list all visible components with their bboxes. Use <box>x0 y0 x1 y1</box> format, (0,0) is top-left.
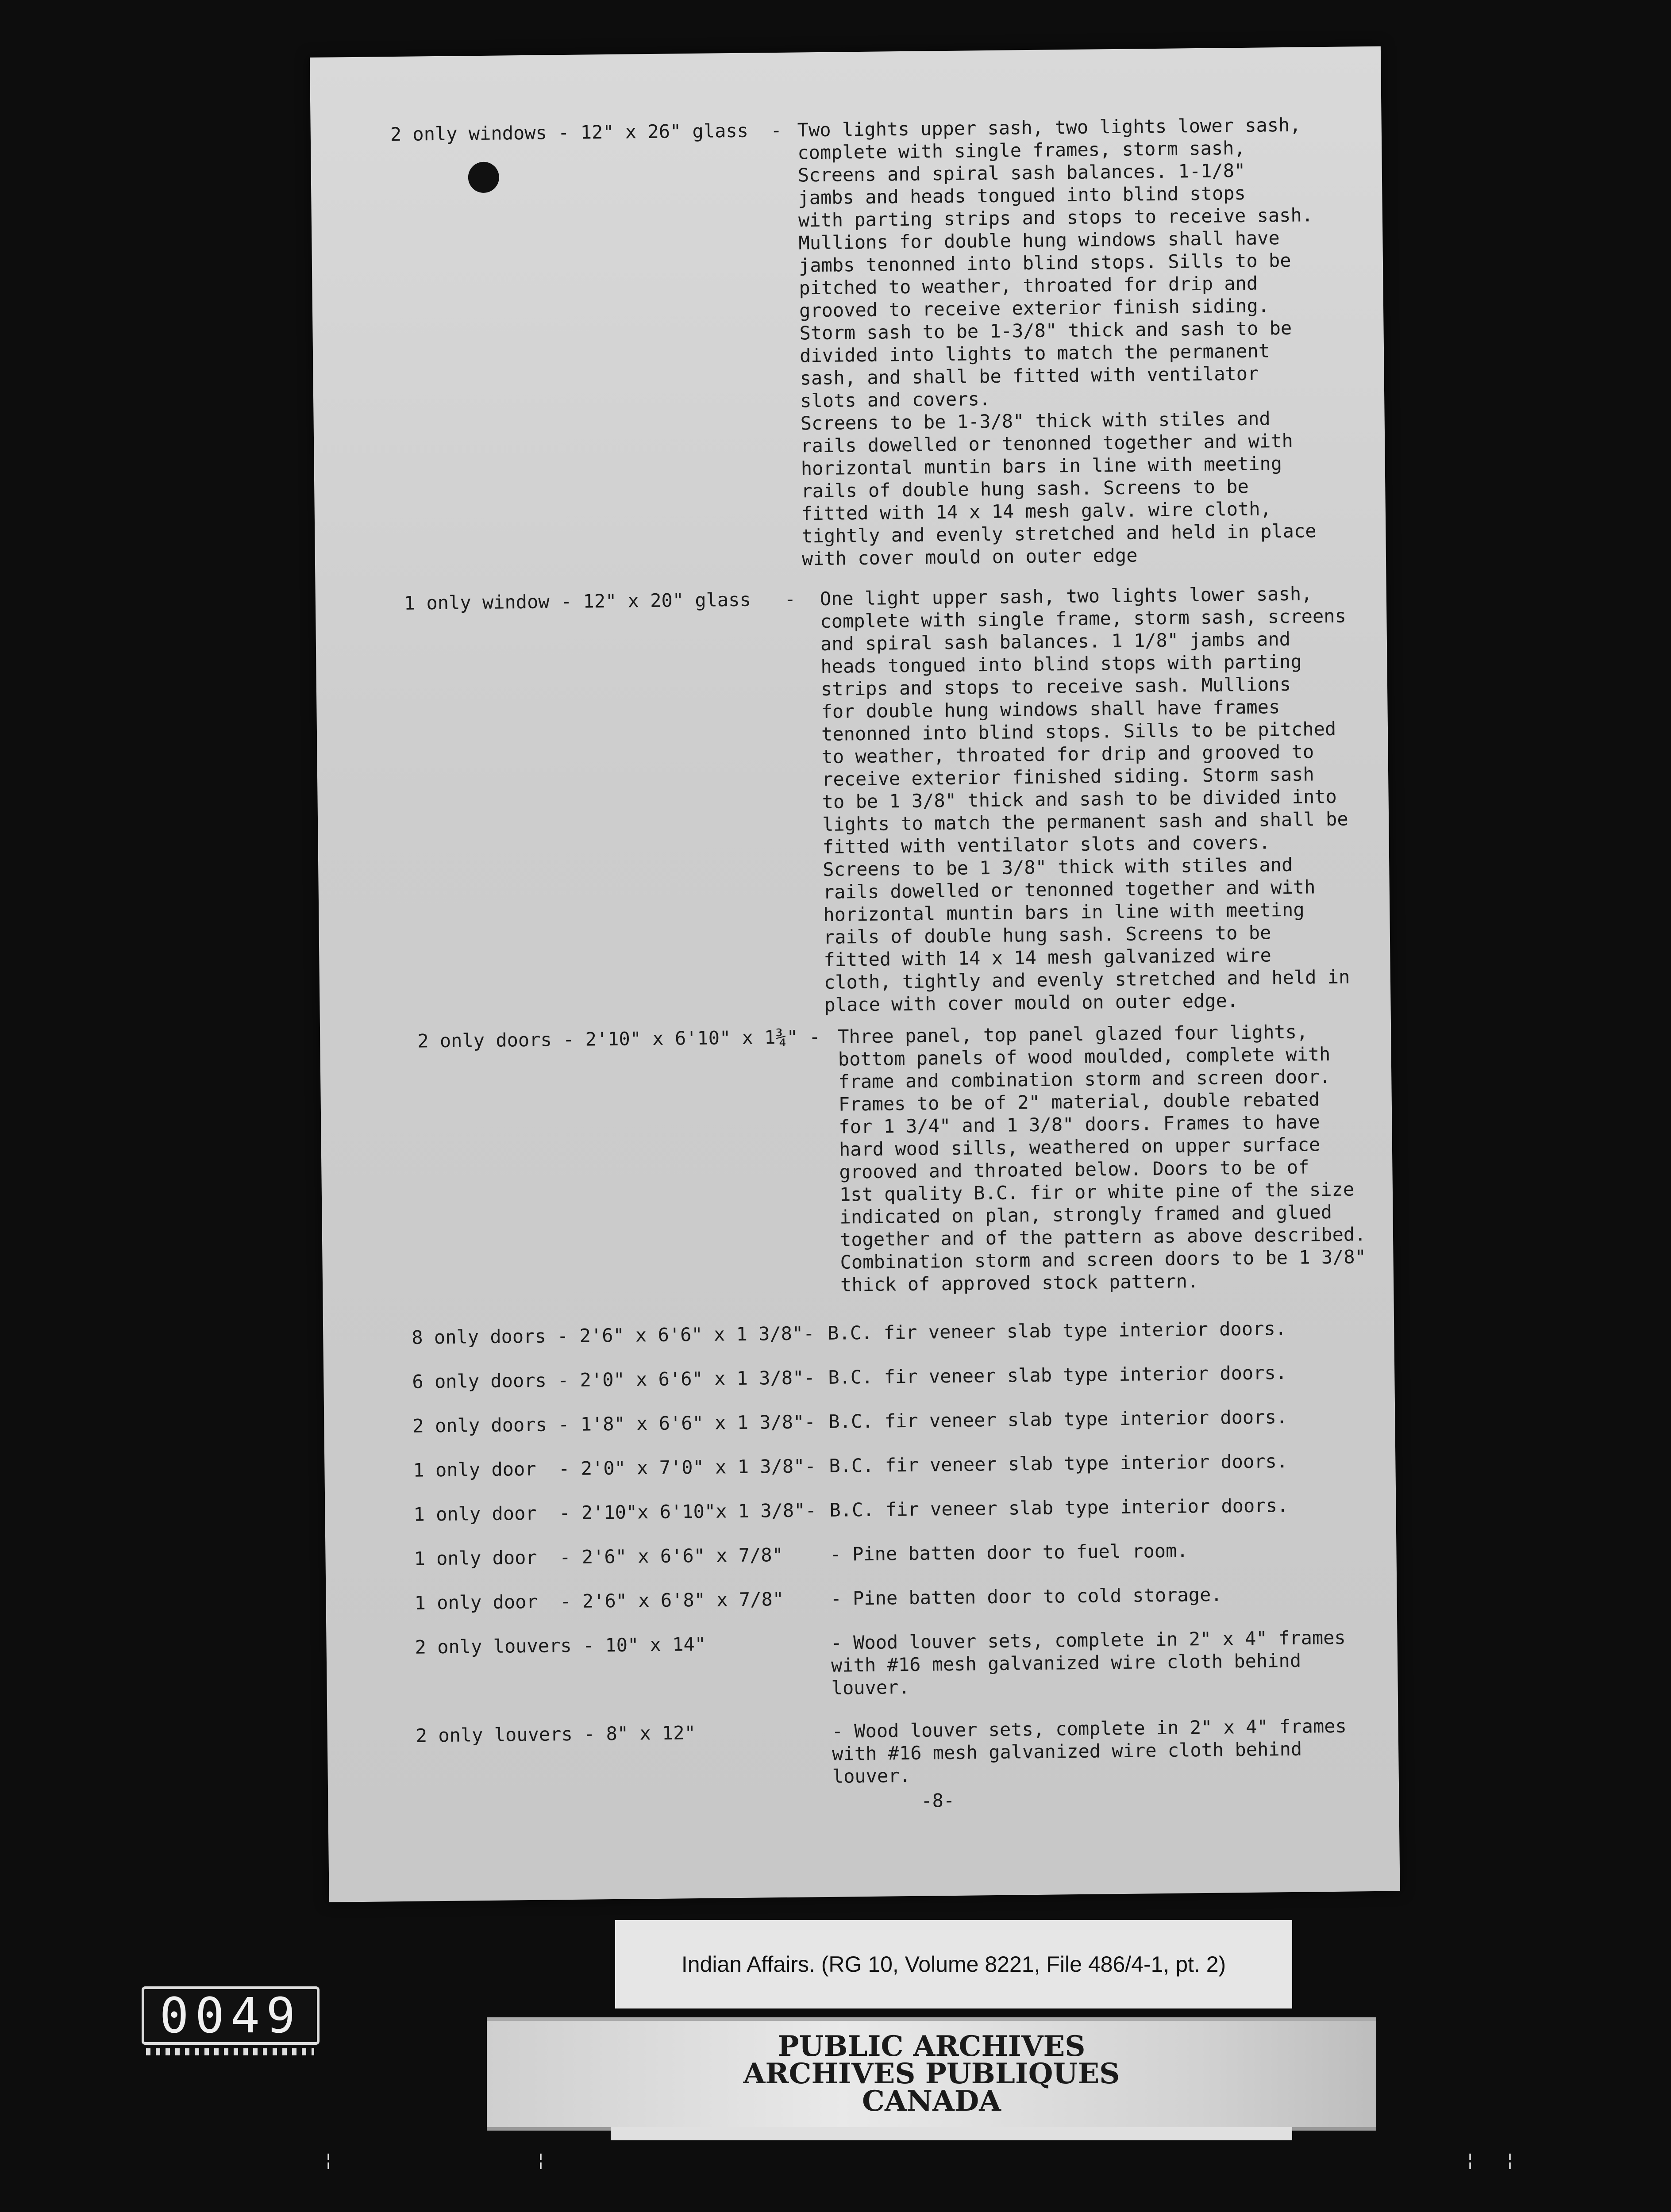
archive-reference: Indian Affairs. (RG 10, Volume 8221, File 486/4-1, pt. 2) <box>681 1952 1226 1977</box>
document-page <box>310 46 1400 1902</box>
entry-description: - Pine batten door to fuel room. <box>830 1540 1188 1565</box>
entry-short <box>405 1537 1423 1570</box>
page-number: -8- <box>921 1789 955 1812</box>
entry-item: 1 only door - 2'0" x 7'0" x 1 3/8"- <box>413 1455 816 1481</box>
archive-stamp <box>487 2017 1376 2131</box>
film-tick-mark: ¦ <box>1505 2150 1516 2170</box>
entry-description: - Pine batten door to cold storage. <box>830 1583 1222 1609</box>
entry-description: B.C. fir veneer slab type interior doors. <box>829 1450 1288 1477</box>
entry-short <box>403 1360 1421 1393</box>
entry-doors-3panel <box>400 1019 1417 1296</box>
entry-description: B.C. fir veneer slab type interior doors. <box>828 1317 1287 1344</box>
entry-description: Two lights upper sash, two lights lower sash, complete with single frames, storm sash, Screens and spiral sash balances. 1-1/8" jambs and heads tongued into blind stops with parting strips and stops to receive sash. Mullions for double hung windows shall have jambs tenonned into blind stops. Sills to be pitched to weather, throated for drip and grooved to receive exterior finish siding. Storm sash to be 1-3/8" thick and sash to be divided into lights to match the permanent sash, and shall be fitted with ventilator slots and covers. Screens to be 1-3/8" thick with stiles and rails dowelled or tenonned together and with horizontal muntin bars in line with meeting rails of double hung sash. Screens to be fitted with 14 x 14 mesh galv. wire cloth, tightly and evenly stretched and held in place with cover mould on outer edge <box>797 114 1317 570</box>
entry-window-12x20 <box>395 581 1413 1016</box>
entry-description: One light upper sash, two lights lower sash, complete with single frame, storm sash, screens and spiral sash balances. 1 1/8" jambs and heads tongued into blind stops with parting strips and stops to receive sash. Mullions for double hung windows shall have frames tenonned into blind stops. Sills to be pitched to weather, throated for drip and grooved to receive exterior finished siding. Storm sash to be 1 3/8" thick and sash to be divided into lights to match the permanent sash and shall be fitted with ventilator slots and covers. Screens to be 1 3/8" thick with stiles and rails dowelled or tenonned together and with horizontal muntin bars in line with meeting rails of double hung sash. Screens to be fitted with 14 x 14 mesh galvanized wire cloth, tightly and evenly stretched and held in place with cover mould on outer edge. <box>820 583 1350 1016</box>
entry-item: 2 only doors - 2'10" x 6'10" x 1¾" - <box>417 1026 820 1052</box>
entry-description: Three panel, top panel glazed four lights, bottom panels of wood moulded, complete with frame and combination storm and screen door. Frames to be of 2" material, double rebated for 1 3/4" and 1 3/8" doors. Frames to have hard wood sills, weathered on upper surface grooved and throated below. Doors to be of 1st quality B.C. fir or white pine of the size indicated on plan, strongly framed and glued together and of the pattern as above described. Combination storm and screen doors to be 1 3/8" thick of approved stock pattern. <box>837 1021 1367 1296</box>
film-strip-marks <box>146 2048 314 2055</box>
entry-short <box>407 1714 1425 1787</box>
archive-reference-label <box>615 1920 1292 2008</box>
entry-description: - Wood louver sets, complete in 2" x 4" frames with #16 mesh galvanized wire cloth behind louver. <box>831 1626 1346 1699</box>
punch-hole <box>468 162 499 193</box>
entry-item: 2 only louvers - 8" x 12" <box>416 1722 696 1747</box>
entry-item: 1 only door - 2'10"x 6'10"x 1 3/8"- <box>413 1499 817 1525</box>
entry-item: 1 only window - 12" x 20" glass - <box>404 588 796 614</box>
stamp-line: CANADA <box>862 2085 1001 2118</box>
entry-short <box>404 1448 1422 1481</box>
entry-description: B.C. fir veneer slab type interior doors. <box>829 1494 1289 1521</box>
entry-item: 6 only doors - 2'0" x 6'6" x 1 3/8"- <box>412 1367 815 1393</box>
entry-description: B.C. fir veneer slab type interior doors. <box>828 1362 1287 1388</box>
entry-item: 2 only doors - 1'8" x 6'6" x 1 3/8"- <box>412 1411 816 1437</box>
entry-description: B.C. fir veneer slab type interior doors. <box>828 1406 1288 1432</box>
frame-number: 0049 <box>142 1986 320 2045</box>
entry-item: 8 only doors - 2'6" x 6'6" x 1 3/8"- <box>412 1322 815 1348</box>
film-tick-mark: ¦ <box>535 2150 547 2170</box>
entry-windows-12x26 <box>390 112 1408 570</box>
entry-short <box>403 1316 1421 1348</box>
entry-item: 2 only louvers - 10" x 14" <box>415 1633 706 1658</box>
stamp-line: ARCHIVES PUBLIQUES <box>743 2057 1120 2090</box>
entry-short <box>404 1404 1421 1437</box>
entry-short <box>405 1581 1423 1614</box>
entry-short <box>406 1625 1424 1699</box>
stamp-backing <box>611 2127 1292 2140</box>
film-tick-mark: ¦ <box>323 2150 334 2170</box>
entry-item: 1 only door - 2'6" x 6'6" x 7/8" <box>414 1544 784 1570</box>
entry-short <box>404 1493 1422 1525</box>
film-tick-mark: ¦ <box>1465 2150 1476 2170</box>
stamp-line: PUBLIC ARCHIVES <box>778 2030 1086 2063</box>
entry-item: 1 only door - 2'6" x 6'8" x 7/8" <box>414 1588 784 1614</box>
entry-item: 2 only windows - 12" x 26" glass - <box>390 119 782 146</box>
entry-description: - Wood louver sets, complete in 2" x 4" frames with #16 mesh galvanized wire cloth behind louver. <box>832 1715 1347 1787</box>
